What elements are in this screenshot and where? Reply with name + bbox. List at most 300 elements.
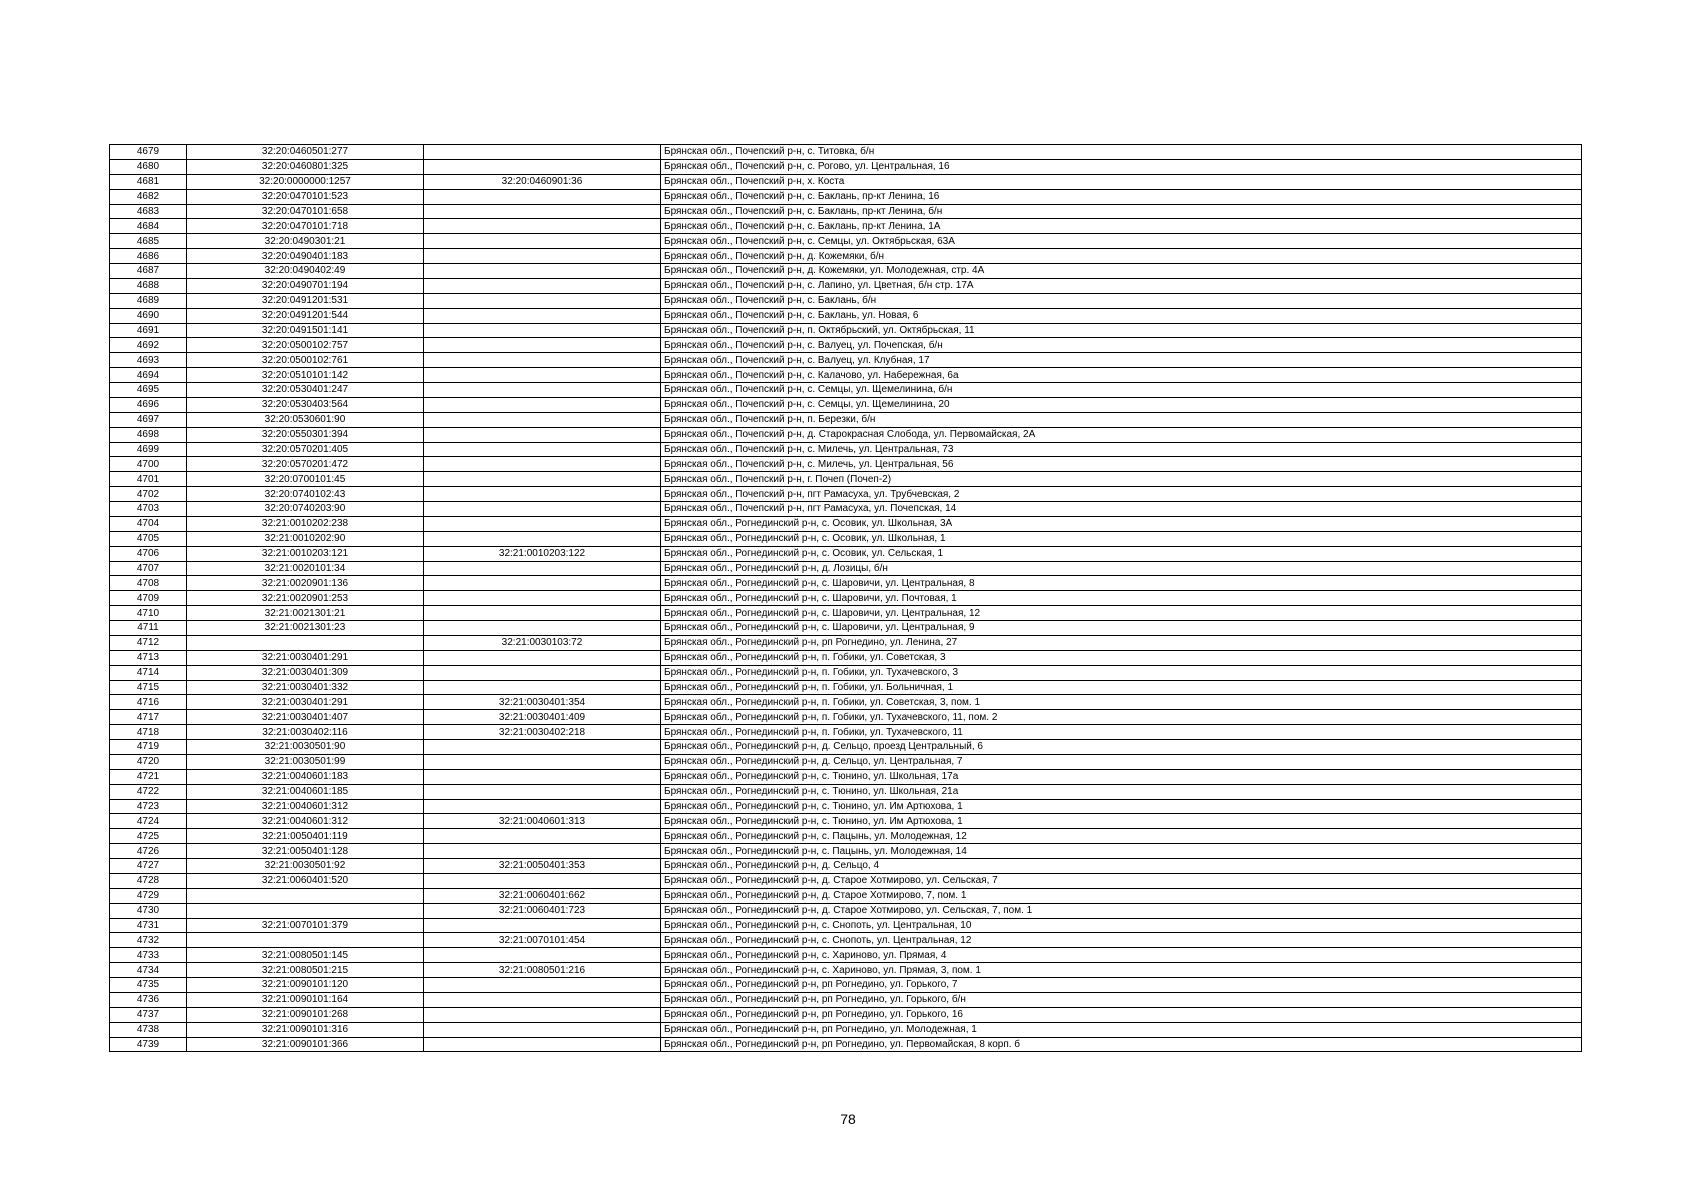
table-row [110,323,1582,338]
row-number-cell: 4710 [110,606,187,621]
related-cadastral-number-cell [424,145,661,160]
address-cell: Брянская обл., Рогнединский р-н, с. Шаровичи, ул. Почтовая, 1 [661,591,1582,606]
related-cadastral-number-cell [424,308,661,323]
table-row [110,174,1582,189]
related-cadastral-number-cell [424,754,661,769]
address-cell: Брянская обл., Рогнединский р-н, с. Тюнино, ул. Школьная, 17а [661,769,1582,784]
row-number-cell: 4711 [110,621,187,636]
address-cell: Брянская обл., Рогнединский р-н, д. Сельцо, 4 [661,859,1582,874]
cadastral-number-cell: 32:21:0030501:99 [187,754,424,769]
row-number-cell: 4685 [110,234,187,249]
row-number-cell: 4738 [110,1022,187,1037]
related-cadastral-number-cell [424,487,661,502]
table-row [110,234,1582,249]
related-cadastral-number-cell [424,829,661,844]
related-cadastral-number-cell [424,561,661,576]
table-row [110,264,1582,279]
row-number-cell: 4735 [110,978,187,993]
row-number-cell: 4715 [110,680,187,695]
related-cadastral-number-cell [424,502,661,517]
related-cadastral-number-cell [424,650,661,665]
related-cadastral-number-cell: 32:21:0030401:354 [424,695,661,710]
cadastral-number-cell: 32:21:0020901:253 [187,591,424,606]
cadastral-number-cell [187,933,424,948]
address-cell: Брянская обл., Рогнединский р-н, п. Гобики, ул. Советская, 3 [661,650,1582,665]
cadastral-number-cell: 32:20:0700101:45 [187,472,424,487]
related-cadastral-number-cell [424,531,661,546]
related-cadastral-number-cell [424,234,661,249]
address-cell: Брянская обл., Рогнединский р-н, д. Старое Хотмирово, ул. Сельская, 7 [661,873,1582,888]
related-cadastral-number-cell [424,740,661,755]
related-cadastral-number-cell: 32:21:0040601:313 [424,814,661,829]
address-cell: Брянская обл., Почепский р-н, с. Валуец, ул. Клубная, 17 [661,353,1582,368]
cadastral-number-cell: 32:20:0550301:394 [187,427,424,442]
page-number: 78 [840,1111,856,1127]
table-row [110,531,1582,546]
address-cell: Брянская обл., Рогнединский р-н, с. Снопоть, ул. Центральная, 12 [661,933,1582,948]
table-row [110,963,1582,978]
property-registry-table [109,144,1582,1052]
table-row [110,873,1582,888]
cadastral-number-cell: 32:21:0020901:136 [187,576,424,591]
row-number-cell: 4697 [110,412,187,427]
related-cadastral-number-cell: 32:21:0010203:122 [424,546,661,561]
table-row [110,814,1582,829]
row-number-cell: 4733 [110,948,187,963]
table-row [110,502,1582,517]
cadastral-number-cell: 32:20:0530601:90 [187,412,424,427]
related-cadastral-number-cell: 32:20:0460901:36 [424,174,661,189]
related-cadastral-number-cell [424,918,661,933]
row-number-cell: 4696 [110,397,187,412]
table-row [110,933,1582,948]
related-cadastral-number-cell [424,844,661,859]
related-cadastral-number-cell [424,427,661,442]
cadastral-number-cell: 32:20:0491201:531 [187,293,424,308]
row-number-cell: 4679 [110,145,187,160]
address-cell: Брянская обл., Рогнединский р-н, рп Рогнедино, ул. Молодежная, 1 [661,1022,1582,1037]
row-number-cell: 4724 [110,814,187,829]
cadastral-number-cell: 32:21:0021301:21 [187,606,424,621]
table-row [110,844,1582,859]
related-cadastral-number-cell [424,368,661,383]
row-number-cell: 4713 [110,650,187,665]
related-cadastral-number-cell [424,338,661,353]
related-cadastral-number-cell: 32:21:0050401:353 [424,859,661,874]
row-number-cell: 4722 [110,784,187,799]
address-cell: Брянская обл., Почепский р-н, с. Семцы, ул. Щемелинина, 20 [661,397,1582,412]
address-cell: Брянская обл., Почепский р-н, с. Титовка, б/н [661,145,1582,160]
row-number-cell: 4682 [110,189,187,204]
related-cadastral-number-cell [424,606,661,621]
cadastral-number-cell: 32:21:0030401:291 [187,695,424,710]
address-cell: Брянская обл., Рогнединский р-н, с. Осовик, ул. Сельская, 1 [661,546,1582,561]
address-cell: Брянская обл., Почепский р-н, с. Милечь, ул. Центральная, 56 [661,457,1582,472]
address-cell: Брянская обл., Почепский р-н, с. Калачово, ул. Набережная, 6а [661,368,1582,383]
cadastral-number-cell: 32:20:0490402:49 [187,264,424,279]
address-cell: Брянская обл., Почепский р-н, с. Рогово, ул. Центральная, 16 [661,159,1582,174]
table-row [110,1037,1582,1052]
table-row [110,948,1582,963]
cadastral-number-cell: 32:21:0060401:520 [187,873,424,888]
table-row [110,368,1582,383]
address-cell: Брянская обл., Рогнединский р-н, д. Старое Хотмирово, ул. Сельская, 7, пом. 1 [661,903,1582,918]
table-row [110,353,1582,368]
related-cadastral-number-cell: 32:21:0030103:72 [424,635,661,650]
cadastral-number-cell [187,888,424,903]
row-number-cell: 4694 [110,368,187,383]
table-row [110,293,1582,308]
table-row [110,516,1582,531]
related-cadastral-number-cell [424,978,661,993]
address-cell: Брянская обл., Почепский р-н, с. Баклань, ул. Новая, 6 [661,308,1582,323]
registry-table-body [110,145,1582,1052]
cadastral-number-cell: 32:20:0510101:142 [187,368,424,383]
table-row [110,725,1582,740]
table-row [110,546,1582,561]
address-cell: Брянская обл., Почепский р-н, д. Старокрасная Слобода, ул. Первомайская, 2А [661,427,1582,442]
cadastral-number-cell: 32:21:0040601:185 [187,784,424,799]
address-cell: Брянская обл., Почепский р-н, д. Кожемяки, б/н [661,249,1582,264]
row-number-cell: 4686 [110,249,187,264]
related-cadastral-number-cell [424,457,661,472]
address-cell: Брянская обл., Почепский р-н, п. Березки, б/н [661,412,1582,427]
cadastral-number-cell: 32:20:0530401:247 [187,383,424,398]
cadastral-number-cell: 32:21:0050401:119 [187,829,424,844]
related-cadastral-number-cell [424,278,661,293]
row-number-cell: 4691 [110,323,187,338]
address-cell: Брянская обл., Почепский р-н, с. Баклань, б/н [661,293,1582,308]
cadastral-number-cell: 32:20:0491201:544 [187,308,424,323]
table-row [110,754,1582,769]
row-number-cell: 4732 [110,933,187,948]
address-cell: Брянская обл., Почепский р-н, с. Милечь, ул. Центральная, 73 [661,442,1582,457]
row-number-cell: 4723 [110,799,187,814]
cadastral-number-cell: 32:21:0040601:312 [187,814,424,829]
related-cadastral-number-cell [424,412,661,427]
related-cadastral-number-cell [424,576,661,591]
cadastral-number-cell: 32:21:0030501:92 [187,859,424,874]
related-cadastral-number-cell: 32:21:0060401:662 [424,888,661,903]
table-row [110,918,1582,933]
cadastral-number-cell: 32:20:0570201:472 [187,457,424,472]
address-cell: Брянская обл., Почепский р-н, пгт Рамасуха, ул. Почепская, 14 [661,502,1582,517]
row-number-cell: 4688 [110,278,187,293]
row-number-cell: 4737 [110,1007,187,1022]
related-cadastral-number-cell: 32:21:0030402:218 [424,725,661,740]
table-row [110,740,1582,755]
cadastral-number-cell: 32:21:0090101:268 [187,1007,424,1022]
cadastral-number-cell: 32:20:0490701:194 [187,278,424,293]
table-row [110,487,1582,502]
row-number-cell: 4720 [110,754,187,769]
table-row [110,1007,1582,1022]
related-cadastral-number-cell [424,680,661,695]
cadastral-number-cell: 32:21:0090101:164 [187,992,424,1007]
row-number-cell: 4689 [110,293,187,308]
row-number-cell: 4725 [110,829,187,844]
row-number-cell: 4693 [110,353,187,368]
address-cell: Брянская обл., Рогнединский р-н, с. Снопоть, ул. Центральная, 10 [661,918,1582,933]
row-number-cell: 4719 [110,740,187,755]
address-cell: Брянская обл., Рогнединский р-н, с. Тюнино, ул. Им Артюхова, 1 [661,814,1582,829]
address-cell: Брянская обл., Почепский р-н, пгт Рамасуха, ул. Трубчевская, 2 [661,487,1582,502]
cadastral-number-cell: 32:20:0490401:183 [187,249,424,264]
table-row [110,472,1582,487]
cadastral-number-cell: 32:21:0030401:309 [187,665,424,680]
cadastral-number-cell: 32:20:0740102:43 [187,487,424,502]
cadastral-number-cell: 32:20:0470101:718 [187,219,424,234]
table-row [110,859,1582,874]
related-cadastral-number-cell [424,873,661,888]
cadastral-number-cell [187,903,424,918]
row-number-cell: 4695 [110,383,187,398]
table-row [110,769,1582,784]
related-cadastral-number-cell [424,323,661,338]
cadastral-number-cell: 32:21:0030401:291 [187,650,424,665]
row-number-cell: 4726 [110,844,187,859]
row-number-cell: 4707 [110,561,187,576]
table-row [110,427,1582,442]
address-cell: Брянская обл., Рогнединский р-н, с. Тюнино, ул. Школьная, 21а [661,784,1582,799]
cadastral-number-cell: 32:20:0500102:757 [187,338,424,353]
table-row [110,412,1582,427]
row-number-cell: 4712 [110,635,187,650]
address-cell: Брянская обл., Рогнединский р-н, д. Лозицы, б/н [661,561,1582,576]
related-cadastral-number-cell: 32:21:0070101:454 [424,933,661,948]
cadastral-number-cell: 32:21:0090101:316 [187,1022,424,1037]
cadastral-number-cell: 32:21:0050401:128 [187,844,424,859]
table-row [110,606,1582,621]
row-number-cell: 4731 [110,918,187,933]
cadastral-number-cell: 32:21:0070101:379 [187,918,424,933]
related-cadastral-number-cell [424,219,661,234]
table-row [110,338,1582,353]
cadastral-number-cell: 32:21:0040601:183 [187,769,424,784]
cadastral-number-cell: 32:21:0030501:90 [187,740,424,755]
table-row [110,249,1582,264]
table-row [110,650,1582,665]
cadastral-number-cell: 32:21:0010203:121 [187,546,424,561]
address-cell: Брянская обл., Почепский р-н, с. Баклань, пр-кт Ленина, 16 [661,189,1582,204]
related-cadastral-number-cell [424,992,661,1007]
row-number-cell: 4700 [110,457,187,472]
row-number-cell: 4681 [110,174,187,189]
row-number-cell: 4739 [110,1037,187,1052]
related-cadastral-number-cell [424,799,661,814]
table-row [110,799,1582,814]
row-number-cell: 4709 [110,591,187,606]
cadastral-number-cell: 32:21:0010202:90 [187,531,424,546]
cadastral-number-cell: 32:21:0021301:23 [187,621,424,636]
cadastral-number-cell: 32:21:0080501:215 [187,963,424,978]
address-cell: Брянская обл., Рогнединский р-н, с. Шаровичи, ул. Центральная, 12 [661,606,1582,621]
table-row [110,442,1582,457]
related-cadastral-number-cell [424,189,661,204]
address-cell: Брянская обл., Почепский р-н, д. Кожемяки, ул. Молодежная, стр. 4А [661,264,1582,279]
row-number-cell: 4736 [110,992,187,1007]
row-number-cell: 4721 [110,769,187,784]
row-number-cell: 4734 [110,963,187,978]
address-cell: Брянская обл., Рогнединский р-н, с. Осовик, ул. Школьная, 3А [661,516,1582,531]
row-number-cell: 4680 [110,159,187,174]
row-number-cell: 4702 [110,487,187,502]
related-cadastral-number-cell [424,1037,661,1052]
related-cadastral-number-cell [424,665,661,680]
address-cell: Брянская обл., Рогнединский р-н, рп Рогнедино, ул. Ленина, 27 [661,635,1582,650]
related-cadastral-number-cell: 32:21:0080501:216 [424,963,661,978]
address-cell: Брянская обл., Рогнединский р-н, д. Сельцо, ул. Центральная, 7 [661,754,1582,769]
related-cadastral-number-cell [424,397,661,412]
cadastral-number-cell: 32:20:0470101:658 [187,204,424,219]
related-cadastral-number-cell [424,472,661,487]
row-number-cell: 4728 [110,873,187,888]
table-row [110,888,1582,903]
table-row [110,159,1582,174]
address-cell: Брянская обл., Рогнединский р-н, рп Рогнедино, ул. Первомайская, 8 корп. б [661,1037,1582,1052]
row-number-cell: 4690 [110,308,187,323]
address-cell: Брянская обл., Почепский р-н, с. Баклань, пр-кт Ленина, б/н [661,204,1582,219]
related-cadastral-number-cell [424,948,661,963]
related-cadastral-number-cell [424,1022,661,1037]
cadastral-number-cell: 32:20:0470101:523 [187,189,424,204]
row-number-cell: 4705 [110,531,187,546]
address-cell: Брянская обл., Рогнединский р-н, п. Гобики, ул. Больничная, 1 [661,680,1582,695]
address-cell: Брянская обл., Рогнединский р-н, с. Хариново, ул. Прямая, 4 [661,948,1582,963]
table-row [110,695,1582,710]
address-cell: Брянская обл., Рогнединский р-н, д. Старое Хотмирово, 7, пом. 1 [661,888,1582,903]
cadastral-number-cell: 32:21:0030401:407 [187,710,424,725]
cadastral-number-cell: 32:21:0030402:116 [187,725,424,740]
table-row [110,992,1582,1007]
address-cell: Брянская обл., Рогнединский р-н, д. Сельцо, проезд Центральный, 6 [661,740,1582,755]
table-row [110,978,1582,993]
row-number-cell: 4683 [110,204,187,219]
row-number-cell: 4692 [110,338,187,353]
row-number-cell: 4704 [110,516,187,531]
table-row [110,219,1582,234]
related-cadastral-number-cell [424,353,661,368]
row-number-cell: 4708 [110,576,187,591]
row-number-cell: 4687 [110,264,187,279]
related-cadastral-number-cell [424,784,661,799]
address-cell: Брянская обл., Рогнединский р-н, с. Пацынь, ул. Молодежная, 12 [661,829,1582,844]
address-cell: Брянская обл., Рогнединский р-н, с. Тюнино, ул. Им Артюхова, 1 [661,799,1582,814]
address-cell: Брянская обл., Почепский р-н, х. Коста [661,174,1582,189]
row-number-cell: 4729 [110,888,187,903]
table-row [110,457,1582,472]
address-cell: Брянская обл., Рогнединский р-н, с. Осовик, ул. Школьная, 1 [661,531,1582,546]
related-cadastral-number-cell [424,383,661,398]
related-cadastral-number-cell [424,769,661,784]
cadastral-number-cell: 32:20:0460501:277 [187,145,424,160]
related-cadastral-number-cell: 32:21:0060401:723 [424,903,661,918]
row-number-cell: 4717 [110,710,187,725]
address-cell: Брянская обл., Рогнединский р-н, рп Рогнедино, ул. Горького, 16 [661,1007,1582,1022]
address-cell: Брянская обл., Почепский р-н, с. Лапино, ул. Цветная, б/н стр. 17А [661,278,1582,293]
cadastral-number-cell: 32:21:0040601:312 [187,799,424,814]
row-number-cell: 4684 [110,219,187,234]
cadastral-number-cell: 32:21:0020101:34 [187,561,424,576]
address-cell: Брянская обл., Почепский р-н, с. Валуец, ул. Почепская, б/н [661,338,1582,353]
address-cell: Брянская обл., Почепский р-н, г. Почеп (Почеп-2) [661,472,1582,487]
address-cell: Брянская обл., Рогнединский р-н, п. Гобики, ул. Советская, 3, пом. 1 [661,695,1582,710]
row-number-cell: 4716 [110,695,187,710]
row-number-cell: 4714 [110,665,187,680]
cadastral-number-cell: 32:21:0030401:332 [187,680,424,695]
row-number-cell: 4703 [110,502,187,517]
table-row [110,576,1582,591]
cadastral-number-cell: 32:20:0490301:21 [187,234,424,249]
cadastral-number-cell: 32:21:0090101:366 [187,1037,424,1052]
cadastral-number-cell [187,635,424,650]
table-row [110,829,1582,844]
table-row [110,591,1582,606]
cadastral-number-cell: 32:20:0460801:325 [187,159,424,174]
address-cell: Брянская обл., Почепский р-н, с. Семцы, ул. Октябрьская, 63А [661,234,1582,249]
table-row [110,383,1582,398]
row-number-cell: 4698 [110,427,187,442]
address-cell: Брянская обл., Рогнединский р-н, с. Шаровичи, ул. Центральная, 9 [661,621,1582,636]
table-row [110,278,1582,293]
related-cadastral-number-cell [424,159,661,174]
cadastral-number-cell: 32:21:0010202:238 [187,516,424,531]
related-cadastral-number-cell [424,591,661,606]
address-cell: Брянская обл., Почепский р-н, с. Баклань, пр-кт Ленина, 1А [661,219,1582,234]
related-cadastral-number-cell [424,516,661,531]
table-row [110,621,1582,636]
row-number-cell: 4706 [110,546,187,561]
table-row [110,680,1582,695]
cadastral-number-cell: 32:20:0000000:1257 [187,174,424,189]
row-number-cell: 4718 [110,725,187,740]
table-row [110,1022,1582,1037]
related-cadastral-number-cell: 32:21:0030401:409 [424,710,661,725]
related-cadastral-number-cell [424,293,661,308]
table-row [110,710,1582,725]
cadastral-number-cell: 32:20:0570201:405 [187,442,424,457]
address-cell: Брянская обл., Почепский р-н, с. Семцы, ул. Щемелинина, б/н [661,383,1582,398]
related-cadastral-number-cell [424,621,661,636]
cadastral-number-cell: 32:21:0090101:120 [187,978,424,993]
related-cadastral-number-cell [424,204,661,219]
address-cell: Брянская обл., Почепский р-н, п. Октябрьский, ул. Октябрьская, 11 [661,323,1582,338]
table-row [110,308,1582,323]
address-cell: Брянская обл., Рогнединский р-н, рп Рогнедино, ул. Горького, б/н [661,992,1582,1007]
cadastral-number-cell: 32:21:0080501:145 [187,948,424,963]
address-cell: Брянская обл., Рогнединский р-н, п. Гобики, ул. Тухачевского, 11, пом. 2 [661,710,1582,725]
table-row [110,397,1582,412]
related-cadastral-number-cell [424,1007,661,1022]
table-row [110,204,1582,219]
address-cell: Брянская обл., Рогнединский р-н, п. Гобики, ул. Тухачевского, 3 [661,665,1582,680]
cadastral-number-cell: 32:20:0491501:141 [187,323,424,338]
row-number-cell: 4730 [110,903,187,918]
cadastral-number-cell: 32:20:0530403:564 [187,397,424,412]
table-row [110,665,1582,680]
address-cell: Брянская обл., Рогнединский р-н, с. Шаровичи, ул. Центральная, 8 [661,576,1582,591]
table-row [110,903,1582,918]
table-row [110,189,1582,204]
related-cadastral-number-cell [424,442,661,457]
related-cadastral-number-cell [424,249,661,264]
related-cadastral-number-cell [424,264,661,279]
table-row [110,145,1582,160]
row-number-cell: 4701 [110,472,187,487]
address-cell: Брянская обл., Рогнединский р-н, рп Рогнедино, ул. Горького, 7 [661,978,1582,993]
address-cell: Брянская обл., Рогнединский р-н, с. Пацынь, ул. Молодежная, 14 [661,844,1582,859]
row-number-cell: 4727 [110,859,187,874]
